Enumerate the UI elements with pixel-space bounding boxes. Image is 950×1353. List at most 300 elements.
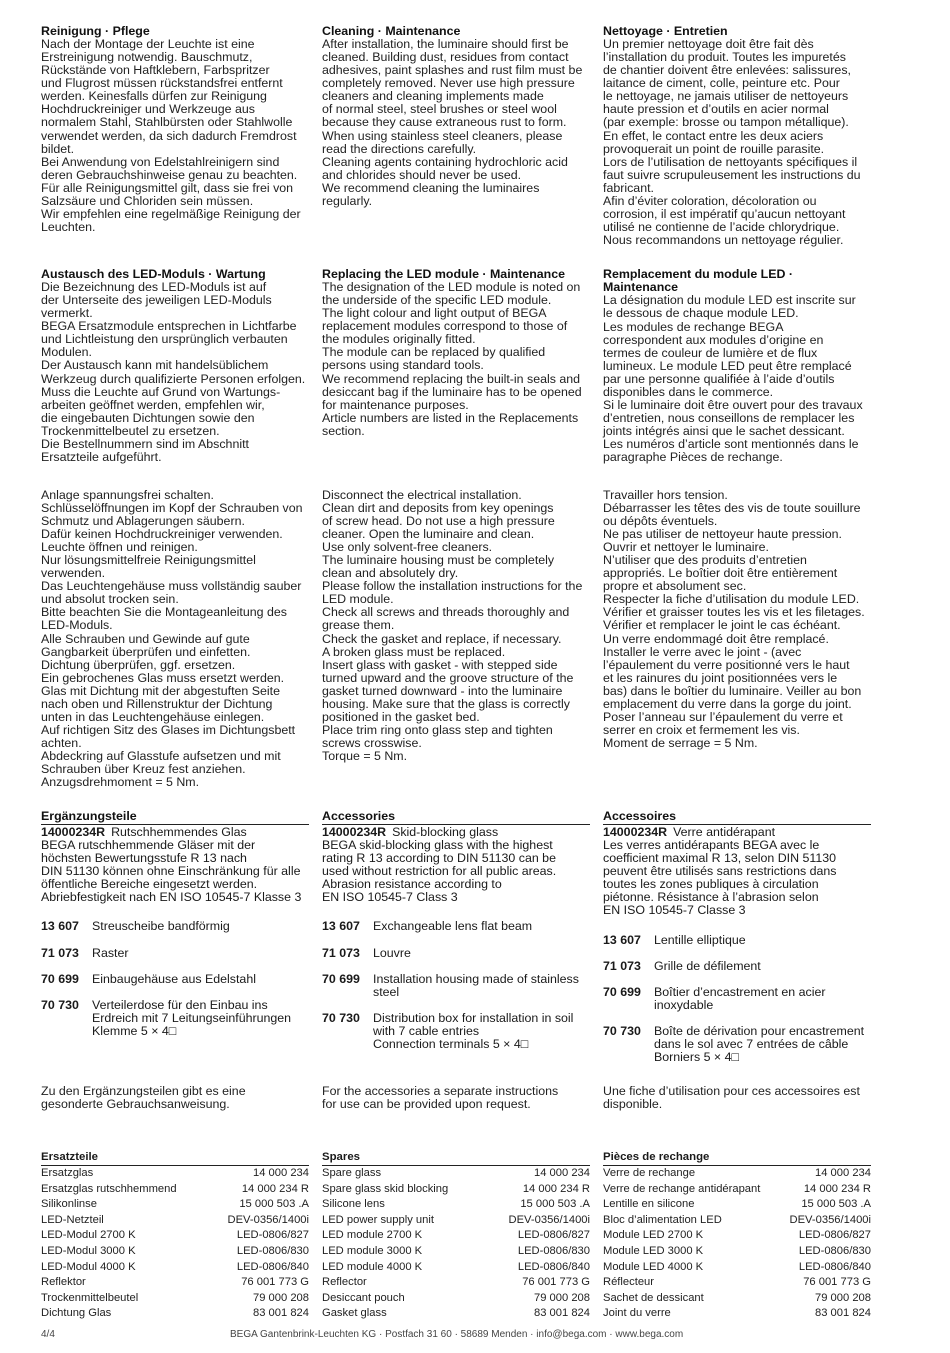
cleaning-section-en bbox=[322, 25, 590, 208]
text-line: of screw head. Do not use a high pressure bbox=[322, 514, 555, 529]
text-line: The module can be replaced by qualified bbox=[322, 345, 546, 360]
spare-part-number: LED-0806/840 bbox=[236, 1260, 309, 1273]
text-line: normalem Stahl, Stahlbürsten oder Stahlwolle bbox=[41, 115, 293, 130]
text-line: En effet, le contact entre les deux aciers bbox=[603, 128, 824, 143]
text-line: fabricant. bbox=[603, 180, 654, 195]
text-line: paragraphe Pièces de rechange. bbox=[603, 449, 783, 464]
text-line: Boîtier d’encastrement en acier bbox=[654, 984, 826, 999]
text-line: LED-Moduls. bbox=[41, 618, 113, 633]
text-line: Bitte beachten Sie die Montageanleitung des bbox=[41, 605, 287, 620]
text-line: l’installation du produit. Toutes les impuretés bbox=[603, 50, 846, 65]
text-line: serrer en croix et fermement les vis. bbox=[603, 722, 800, 737]
text-line: lumineux. Le module LED peut être remplacé bbox=[603, 358, 852, 373]
product-code: 14000234R bbox=[603, 825, 668, 840]
text-line: Poser l’anneau sur l’épaulement du verre et bbox=[603, 709, 843, 724]
text-line: Disconnect the electrical installation. bbox=[322, 488, 522, 502]
text-line: de chantier doivent être enlevées: salissures, bbox=[603, 63, 851, 78]
text-line: for use can be provided upon request. bbox=[322, 1097, 531, 1112]
spare-part-row bbox=[322, 1213, 590, 1229]
spares-heading: Ersatzteile bbox=[41, 1151, 309, 1166]
text-line: bas) dans le boîtier du luminaire. Veiller au bon bbox=[603, 683, 862, 698]
text-line: completely removed. Never use high pressure bbox=[322, 76, 575, 91]
accessories-fr bbox=[603, 809, 871, 1112]
spare-part-name: Ersatzglas bbox=[41, 1167, 94, 1179]
spare-part-row bbox=[322, 1244, 590, 1260]
text-line: Alle Schrauben und Gewinde auf gute bbox=[41, 631, 250, 646]
text-line: Débarrasser les têtes des vis de toute souillure bbox=[603, 501, 861, 516]
cleaning-section-fr bbox=[603, 25, 871, 247]
spare-part-name: Spare glass bbox=[322, 1167, 382, 1179]
text-line: regularly. bbox=[322, 193, 373, 208]
article-number: 70 699 bbox=[41, 971, 79, 986]
text-line: Nous recommandons un nettoyage régulier. bbox=[603, 232, 844, 247]
led-section-en bbox=[322, 268, 590, 438]
text-line: Muss die Leuchte auf Grund von Wartungs- bbox=[41, 384, 281, 399]
accessory-item bbox=[603, 1025, 871, 1064]
text-line: with 7 cable entries bbox=[373, 1023, 480, 1038]
accessory-item bbox=[603, 934, 871, 947]
article-description bbox=[654, 1025, 871, 1064]
text-line: Louvre bbox=[373, 945, 411, 960]
paragraph bbox=[322, 489, 590, 763]
spare-part-name: Reflektor bbox=[41, 1276, 86, 1289]
text-line: Replacing the LED module · Maintenance bbox=[322, 267, 566, 281]
text-line: coefficient maximal R 13, selon DIN 51130 bbox=[603, 851, 837, 866]
paragraph bbox=[41, 38, 309, 234]
spare-part-row bbox=[603, 1228, 871, 1244]
spare-part-row bbox=[41, 1182, 309, 1198]
article-description bbox=[92, 920, 309, 933]
text-line: Les numéros d’article sont mentionnés dans le bbox=[603, 436, 859, 451]
spare-part-number: 83 001 824 bbox=[815, 1307, 871, 1320]
spare-part-number: LED-0806/827 bbox=[236, 1229, 309, 1242]
product-text bbox=[322, 839, 590, 904]
text-line: Anzugsdrehmoment = 5 Nm. bbox=[41, 775, 200, 790]
spare-part-name: Joint du verre bbox=[603, 1307, 671, 1320]
article-number: 71 073 bbox=[322, 945, 360, 960]
product-code: 14000234R bbox=[322, 825, 387, 840]
text-line: DIN 51130 können ohne Einschränkung für alle bbox=[41, 864, 301, 879]
text-line: corrosion, il est impératif qu’aucun nettoyant bbox=[603, 206, 846, 221]
section-heading: Cleaning · Maintenance bbox=[322, 24, 461, 38]
spare-part-row bbox=[603, 1260, 871, 1276]
text-line: piétonne. Résistance à l’abrasion selon bbox=[603, 890, 819, 905]
text-line: After installation, the luminaire should first be bbox=[322, 37, 569, 52]
text-line: Erdreich mit 7 Leitungseinführungen bbox=[92, 1010, 292, 1025]
spare-part-number: 14 000 234 R bbox=[241, 1182, 309, 1195]
text-line: Check the gasket and replace, if necessary. bbox=[322, 631, 562, 646]
article-description bbox=[654, 986, 871, 1012]
spare-part-row bbox=[322, 1275, 590, 1291]
text-line: EN ISO 10545-7 Classe 3 bbox=[603, 903, 746, 918]
text-line: dans le sol avec 7 entrées de câble bbox=[654, 1036, 849, 1051]
spare-part-name: Ersatzglas rutschhemmend bbox=[41, 1182, 177, 1195]
paragraph bbox=[41, 489, 309, 789]
text-line: d’entretien, nous conseillons de remplacer les bbox=[603, 410, 855, 425]
text-line: Abrasion resistance according to bbox=[322, 877, 502, 892]
spare-part-row bbox=[603, 1306, 871, 1322]
spare-part-number: LED-0806/830 bbox=[798, 1244, 871, 1257]
text-line: housing. Make sure that the glass is correctly bbox=[322, 696, 570, 711]
spare-part-name: LED power supply unit bbox=[322, 1213, 434, 1226]
text-line: Leuchte öffnen und reinigen. bbox=[41, 540, 198, 555]
spare-part-name: Verre de rechange antidérapant bbox=[603, 1182, 761, 1195]
article-description bbox=[373, 920, 590, 933]
text-line: because they cause extraneous rust to form. bbox=[322, 115, 567, 130]
text-line: die eingebauten Dichtungen sowie den bbox=[41, 410, 255, 425]
text-line: Ein gebrochenes Glas muss ersetzt werden. bbox=[41, 670, 285, 685]
text-line: laitance de ciment, colle, peinture etc. Pour bbox=[603, 76, 840, 91]
text-line: Anlage spannungsfrei schalten. bbox=[41, 488, 214, 502]
spares-heading: Spares bbox=[322, 1151, 590, 1166]
text-line: Remplacement du module LED · bbox=[603, 267, 794, 281]
text-line: EN ISO 10545-7 Class 3 bbox=[322, 890, 458, 905]
text-line: Wir empfehlen eine regelmäßige Reinigung der bbox=[41, 206, 301, 221]
spare-part-name: LED module 4000 K bbox=[322, 1260, 423, 1273]
spare-part-row bbox=[41, 1306, 309, 1322]
article-number: 70 699 bbox=[322, 971, 360, 986]
text-line: of normal steel, steel brushes or steel wool bbox=[322, 102, 557, 117]
text-line: Les modules de rechange BEGA bbox=[603, 319, 784, 334]
text-line: Dichtung überprüfen, ggf. ersetzen. bbox=[41, 657, 236, 672]
text-line: Der Austausch kann mit handelsüblichem bbox=[41, 358, 269, 373]
text-line: Hochdruckreiniger und Werkzeuge aus bbox=[41, 102, 255, 117]
text-line: Un premier nettoyage doit être fait dès bbox=[603, 37, 814, 52]
text-line: gesonderte Gebrauchsanweisung. bbox=[41, 1097, 230, 1112]
spare-part-name: Silicone lens bbox=[322, 1198, 385, 1211]
text-line: section. bbox=[322, 423, 365, 438]
text-line: Einbaugehäuse aus Edelstahl bbox=[92, 971, 256, 986]
text-line: Please follow the installation instructions for the bbox=[322, 579, 583, 594]
text-line: Schrauben über Kreuz fest anziehen. bbox=[41, 761, 246, 776]
spare-part-number: LED-0806/840 bbox=[517, 1260, 590, 1273]
text-line: Klemme 5 × 4□ bbox=[92, 1023, 177, 1038]
text-line: Lentille elliptique bbox=[654, 932, 746, 947]
text-line: BEGA skid-blocking glass with the highest bbox=[322, 838, 553, 853]
text-line: Torque = 5 Nm. bbox=[322, 748, 408, 763]
spare-part-name: Gasket glass bbox=[322, 1307, 387, 1320]
spare-part-name: LED-Modul 2700 K bbox=[41, 1229, 136, 1242]
text-line: appropriés. Le boîtier doit être entièrement bbox=[603, 566, 838, 581]
accessory-item bbox=[322, 920, 590, 933]
text-line: We recommend cleaning the luminaires bbox=[322, 180, 540, 195]
text-line: achten. bbox=[41, 735, 82, 750]
text-line: Lors de l’utilisation de nettoyants spécifiques il bbox=[603, 154, 858, 169]
section-heading: Nettoyage · Entretien bbox=[603, 24, 728, 38]
text-line: BEGA rutschhemmende Gläser mit der bbox=[41, 838, 256, 853]
spare-part-number: 83 001 824 bbox=[534, 1307, 590, 1320]
spare-part-row bbox=[322, 1228, 590, 1244]
text-line: La désignation du module LED est inscrite sur bbox=[603, 293, 856, 308]
text-line: Abdeckring auf Glasstufe aufsetzen und mit bbox=[41, 748, 281, 763]
text-line: Die Bestellnummern sind im Abschnitt bbox=[41, 436, 249, 451]
text-line: der Unterseite des jeweiligen LED-Moduls bbox=[41, 293, 272, 308]
spare-part-number: LED-0806/830 bbox=[236, 1244, 309, 1257]
article-description bbox=[373, 1012, 590, 1051]
spare-part-number: 79 000 208 bbox=[534, 1291, 590, 1304]
spare-part-name: LED-Netzteil bbox=[41, 1213, 104, 1226]
spare-part-name: Dichtung Glas bbox=[41, 1307, 112, 1320]
text-line: öffentliche Bereiche eingesetzt werden. bbox=[41, 877, 258, 892]
spare-part-number: LED-0806/830 bbox=[517, 1244, 590, 1257]
article-description bbox=[654, 934, 871, 947]
accessory-item bbox=[41, 999, 309, 1038]
text-line: persons using standard tools. bbox=[322, 358, 484, 373]
section-heading: Accessoires bbox=[603, 810, 871, 825]
article-description bbox=[92, 999, 309, 1038]
spare-part-number: 76 001 773 G bbox=[803, 1276, 871, 1289]
spare-part-number: 14 000 234 R bbox=[803, 1182, 871, 1195]
spare-part-row bbox=[41, 1244, 309, 1260]
text-line: When using stainless steel cleaners, please bbox=[322, 128, 563, 143]
text-line: l’épaulement du verre positionné vers le haut bbox=[603, 657, 850, 672]
product-description bbox=[41, 826, 309, 904]
paragraph bbox=[41, 281, 309, 464]
text-line: replacement modules correspond to those of bbox=[322, 319, 568, 334]
text-line: Clean dirt and deposits from key openings bbox=[322, 501, 554, 516]
paragraph bbox=[603, 294, 871, 464]
spare-part-name: LED-Modul 4000 K bbox=[41, 1260, 136, 1273]
product-description bbox=[603, 826, 871, 917]
spare-part-row bbox=[603, 1182, 871, 1198]
spare-part-name: Réflecteur bbox=[603, 1276, 654, 1289]
text-line: provoquerait un point de rouille parasite. bbox=[603, 141, 825, 156]
text-line: Vérifier et graisser toutes les vis et les filetages. bbox=[603, 605, 865, 620]
article-description bbox=[92, 973, 309, 986]
accessories-note bbox=[41, 1085, 246, 1111]
text-line: Exchangeable lens flat beam bbox=[373, 919, 533, 934]
text-line: höchsten Bewertungsstufe R 13 nach bbox=[41, 851, 247, 866]
product-name: Rutschhemmendes Glas bbox=[111, 825, 247, 840]
spare-part-row bbox=[322, 1166, 590, 1182]
text-line: Respecter la fiche d’utilisation du module LED. bbox=[603, 592, 860, 607]
text-line: Die Bezeichnung des LED-Moduls ist auf bbox=[41, 280, 267, 295]
text-line: Boîte de dérivation pour encastrement bbox=[654, 1023, 865, 1038]
text-line: inoxydable bbox=[654, 997, 714, 1012]
spare-part-name: Sachet de dessicant bbox=[603, 1291, 704, 1304]
text-line: joints intégrés ainsi que le sachet dessicant. bbox=[603, 423, 845, 438]
text-line: disponibles dans le commerce. bbox=[603, 384, 774, 399]
text-line: Schmutz und Ablagerungen säubern. bbox=[41, 514, 245, 529]
spare-part-number: 14 000 234 bbox=[253, 1167, 309, 1179]
text-line: ou dépôts éventuels. bbox=[603, 514, 718, 529]
spare-part-number: 76 001 773 G bbox=[241, 1276, 309, 1289]
spare-part-row bbox=[322, 1260, 590, 1276]
text-line: vermerkt. bbox=[41, 306, 93, 321]
text-line: Place trim ring onto glass step and tighten bbox=[322, 722, 553, 737]
spare-part-row bbox=[41, 1197, 309, 1213]
spare-part-name: Module LED 4000 K bbox=[603, 1260, 704, 1273]
text-line: propre et absolument sec. bbox=[603, 579, 747, 594]
text-line: A broken glass must be replaced. bbox=[322, 644, 506, 659]
article-number: 13 607 bbox=[41, 919, 79, 934]
paragraph bbox=[603, 489, 871, 750]
text-line: Zu den Ergänzungsteilen gibt es eine bbox=[41, 1084, 246, 1098]
text-line: screws crosswise. bbox=[322, 735, 422, 750]
spare-part-row bbox=[41, 1166, 309, 1182]
spare-part-row bbox=[41, 1275, 309, 1291]
cleaning-section-de bbox=[41, 25, 309, 234]
text-line: bildet. bbox=[41, 141, 75, 156]
text-line: steel bbox=[373, 984, 400, 999]
text-line: Dafür keinen Hochdruckreiniger verwenden. bbox=[41, 527, 283, 542]
install-steps-de bbox=[41, 489, 309, 789]
text-line: emplacement du verre dans la gorge du joint. bbox=[603, 696, 852, 711]
text-line: (par exemple: brosse ou tampon métallique). bbox=[603, 115, 849, 130]
text-line: Installation housing made of stainless bbox=[373, 971, 579, 986]
text-line: verwendet werden, da sich dadurch Fremdrost bbox=[41, 128, 297, 143]
article-number: 70 699 bbox=[603, 984, 641, 999]
spare-part-name: Silikonlinse bbox=[41, 1198, 97, 1211]
text-line: Installer le verre avec le joint - (avec bbox=[603, 644, 802, 659]
spare-part-row bbox=[603, 1244, 871, 1260]
text-line: BEGA Ersatzmodule entsprechen in Lichtfarbe bbox=[41, 319, 297, 334]
text-line: Auf richtigen Sitz des Glases im Dichtungsbett bbox=[41, 722, 296, 737]
accessories-en bbox=[322, 809, 590, 1112]
spare-part-number: 76 001 773 G bbox=[522, 1276, 590, 1289]
text-line: For the accessories a separate instructions bbox=[322, 1084, 559, 1098]
text-line: Si le luminaire doit être ouvert pour des travaux bbox=[603, 397, 863, 412]
text-line: Verteilerdose für den Einbau ins bbox=[92, 997, 268, 1012]
product-code: 14000234R bbox=[41, 825, 106, 840]
spare-part-number: LED-0806/827 bbox=[517, 1229, 590, 1242]
text-line: Ouvrir et nettoyer le luminaire. bbox=[603, 540, 769, 555]
spare-part-name: Lentille en silicone bbox=[603, 1198, 695, 1211]
text-line: Cleaning agents containing hydrochloric acid bbox=[322, 154, 568, 169]
text-line: clean and absolutely dry. bbox=[322, 566, 459, 581]
text-line: Abriebfestigkeit nach EN ISO 10545-7 Klasse 3 bbox=[41, 890, 302, 905]
text-line: the underside of the specific LED module. bbox=[322, 293, 552, 308]
accessory-item bbox=[41, 973, 309, 986]
spares-heading: Pièces de rechange bbox=[603, 1151, 871, 1166]
text-line: Gangbarkeit überprüfen und einfetten. bbox=[41, 644, 251, 659]
text-line: et les rainures du joint positionnées vers le bbox=[603, 670, 838, 685]
install-steps-fr bbox=[603, 489, 871, 750]
text-line: Borniers 5 × 4□ bbox=[654, 1049, 739, 1064]
text-line: Article numbers are listed in the Replacements bbox=[322, 410, 579, 425]
text-line: faut suivre scrupuleusement les instructions du bbox=[603, 167, 861, 182]
text-line: le dessous de chaque module LED. bbox=[603, 306, 799, 321]
text-line: Nach der Montage der Leuchte ist eine bbox=[41, 37, 255, 52]
article-number: 13 607 bbox=[322, 919, 360, 934]
spare-part-name: Module LED 3000 K bbox=[603, 1244, 704, 1257]
spare-part-name: LED-Modul 3000 K bbox=[41, 1244, 136, 1257]
text-line: the modules originally fitted. bbox=[322, 332, 476, 347]
text-line: used without restriction for all public areas. bbox=[322, 864, 557, 879]
spare-part-number: 15 000 503 .A bbox=[520, 1198, 590, 1211]
text-line: Afin d’éviter coloration, décoloration ou bbox=[603, 193, 817, 208]
article-number: 70 730 bbox=[603, 1023, 641, 1038]
text-line: Moment de serrage = 5 Nm. bbox=[603, 735, 758, 750]
text-line: Rückstände von Haftklebern, Farbspritzer bbox=[41, 63, 270, 78]
spare-part-number: 15 000 503 .A bbox=[239, 1198, 309, 1211]
spares-table-en bbox=[322, 1151, 590, 1322]
section-heading bbox=[603, 268, 871, 294]
accessory-item bbox=[322, 1012, 590, 1051]
spare-part-number: DEV-0356/1400i bbox=[789, 1213, 871, 1226]
text-line: Streuscheibe bandförmig bbox=[92, 919, 230, 934]
text-line: for maintenance purposes. bbox=[322, 397, 469, 412]
accessory-item bbox=[603, 986, 871, 1012]
text-line: rating R 13 according to DIN 51130 can be bbox=[322, 851, 556, 866]
text-line: und absolut trocken sein. bbox=[41, 592, 179, 607]
accessories-note bbox=[322, 1085, 558, 1111]
text-line: Check all screws and threads thoroughly and bbox=[322, 605, 570, 620]
text-line: The light colour and light output of BEGA bbox=[322, 306, 547, 321]
text-line: peuvent être utilisés sans restrictions dans bbox=[603, 864, 837, 879]
product-text bbox=[603, 839, 871, 917]
text-line: Das Leuchtengehäuse muss vollständig sauber bbox=[41, 579, 302, 594]
spare-part-row bbox=[603, 1291, 871, 1307]
paragraph bbox=[603, 38, 871, 247]
text-line: and chlorides should never be used. bbox=[322, 167, 522, 182]
company-address: BEGA Gantenbrink-Leuchten KG · Postfach 31 60 · 58689 Menden · info@bega.com · www.bega.com bbox=[230, 1329, 684, 1340]
install-steps-en bbox=[322, 489, 590, 763]
text-line: und Flugrost müssen rückstandsfrei entfernt bbox=[41, 76, 283, 91]
text-line: Une fiche d’utilisation pour ces accessoires est bbox=[603, 1084, 860, 1098]
text-line: le nettoyage, ne jamais utiliser de nettoyeurs bbox=[603, 89, 849, 104]
spare-part-number: LED-0806/827 bbox=[798, 1229, 871, 1242]
text-line: Austausch des LED-Moduls · Wartung bbox=[41, 267, 266, 281]
spare-part-name: Desiccant pouch bbox=[322, 1291, 405, 1304]
spare-part-name: Verre de rechange bbox=[603, 1167, 696, 1179]
product-description bbox=[322, 826, 590, 904]
spare-part-name: Spare glass skid blocking bbox=[322, 1182, 449, 1195]
spare-part-row bbox=[603, 1275, 871, 1291]
text-line: positioned in the gasket bed. bbox=[322, 709, 480, 724]
article-number: 70 730 bbox=[322, 1010, 360, 1025]
text-line: verwenden. bbox=[41, 566, 106, 581]
text-line: read the directions carefully. bbox=[322, 141, 477, 156]
text-line: Distribution box for installation in soil bbox=[373, 1010, 574, 1025]
spare-part-name: Trockenmittelbeutel bbox=[41, 1291, 139, 1304]
text-line: N’utiliser que des produits d’entretien bbox=[603, 553, 807, 568]
product-text bbox=[41, 839, 309, 904]
text-line: Schlüsselöffnungen im Kopf der Schrauben von bbox=[41, 501, 303, 516]
product-name: Verre antidérapant bbox=[673, 825, 776, 840]
spare-part-row bbox=[41, 1228, 309, 1244]
page-number: 4/4 bbox=[41, 1329, 55, 1340]
text-line: The designation of the LED module is noted on bbox=[322, 280, 581, 295]
text-line: LED module. bbox=[322, 592, 394, 607]
spare-part-number: DEV-0356/1400i bbox=[227, 1213, 309, 1226]
spare-part-number: 14 000 234 bbox=[534, 1167, 590, 1179]
accessory-item bbox=[41, 920, 309, 933]
section-heading: Accessories bbox=[322, 810, 590, 825]
text-line: turned upward and the groove structure of the bbox=[322, 670, 574, 685]
spare-part-number: 79 000 208 bbox=[253, 1291, 309, 1304]
text-line: Un verre endommagé doit être remplacé. bbox=[603, 631, 829, 646]
text-line: cleaners and cleaning implements made bbox=[322, 89, 544, 104]
spares-table-de bbox=[41, 1151, 309, 1322]
text-line: cleaner. Open the luminaire and clean. bbox=[322, 527, 535, 542]
led-section-de bbox=[41, 268, 309, 464]
text-line: deren Gebrauchshinweise genau zu beachten. bbox=[41, 167, 298, 182]
accessories-note bbox=[603, 1085, 860, 1111]
text-line: Travailler hors tension. bbox=[603, 488, 728, 502]
section-heading: Ergänzungsteile bbox=[41, 810, 309, 825]
text-line: Salzsäure und Chloriden sein müssen. bbox=[41, 193, 254, 208]
spare-part-row bbox=[322, 1197, 590, 1213]
spare-part-row bbox=[603, 1166, 871, 1182]
text-line: Werkzeug durch qualifizierte Personen erfolgen. bbox=[41, 371, 306, 386]
text-line: Modulen. bbox=[41, 345, 92, 360]
spare-part-name: LED module 2700 K bbox=[322, 1229, 423, 1242]
spare-part-number: 15 000 503 .A bbox=[801, 1198, 871, 1211]
spare-part-number: LED-0806/840 bbox=[798, 1260, 871, 1273]
article-description bbox=[373, 973, 590, 999]
text-line: grease them. bbox=[322, 618, 395, 633]
